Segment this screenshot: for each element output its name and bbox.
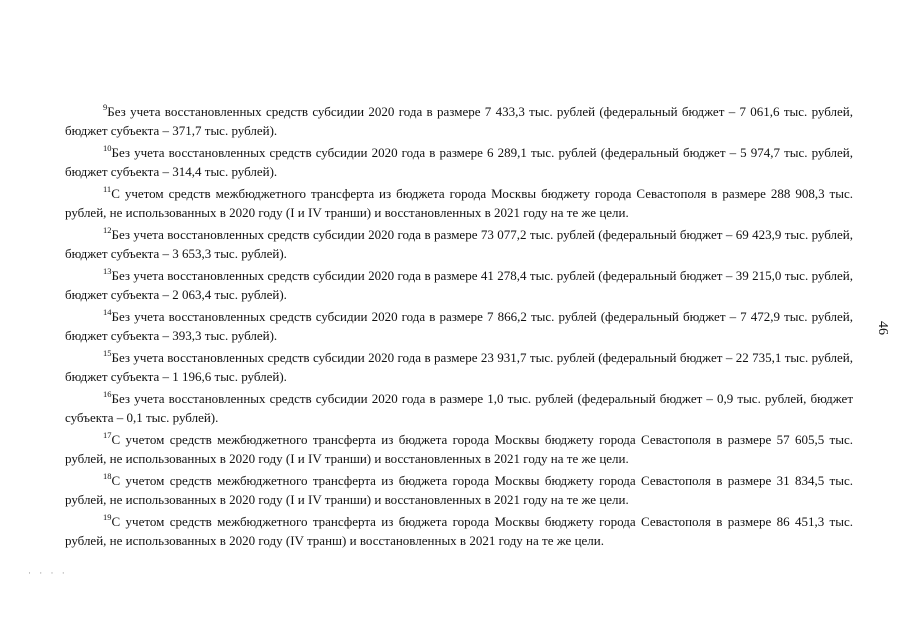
footnote-marker: 16 (103, 389, 112, 399)
footnote-9 (65, 103, 853, 140)
footnote-16 (65, 390, 853, 427)
footnote-15 (65, 349, 853, 386)
footnote-marker: 19 (103, 512, 112, 522)
footnote-13 (65, 267, 853, 304)
footnote-19 (65, 513, 853, 550)
footnote-text: Без учета восстановленных средств субсидии 2020 года в размере 23 931,7 тыс. рублей (федеральный бюджет – 22 735,1 тыс. рублей, бюджет субъекта – 1 196,6 тыс. рублей). (65, 350, 853, 384)
footnote-14 (65, 308, 853, 345)
footnote-text: С учетом средств межбюджетного трансферта из бюджета города Москвы бюджету города Севастополя в размере 31 834,5 тыс. рублей, не использованных в 2020 году (I и IV транши) и восстановленных в 2021 году на те же цели. (65, 473, 853, 507)
footnote-text: Без учета восстановленных средств субсидии 2020 года в размере 73 077,2 тыс. рублей (федеральный бюджет – 69 423,9 тыс. рублей, бюджет субъекта – 3 653,3 тыс. рублей). (65, 227, 853, 261)
footnote-11 (65, 185, 853, 222)
footnote-marker: 17 (103, 430, 112, 440)
footnote-10 (65, 144, 853, 181)
footnote-12 (65, 226, 853, 263)
footnote-marker: 18 (103, 471, 112, 481)
footnote-marker: 15 (103, 348, 112, 358)
scan-artifact-dots: · · · · (28, 568, 68, 578)
footnote-text: С учетом средств межбюджетного трансферта из бюджета города Москвы бюджету города Севастополя в размере 57 605,5 тыс. рублей, не использованных в 2020 году (I и IV транши) и восстановленных в 2021 году на те же цели. (65, 432, 853, 466)
footnote-text: Без учета восстановленных средств субсидии 2020 года в размере 41 278,4 тыс. рублей (федеральный бюджет – 39 215,0 тыс. рублей, бюджет субъекта – 2 063,4 тыс. рублей). (65, 268, 853, 302)
footnote-text: С учетом средств межбюджетного трансферта из бюджета города Москвы бюджету города Севастополя в размере 288 908,3 тыс. рублей, не использованных в 2020 году (I и IV транши) и восстановленных в 2021 году на те же цели. (65, 186, 853, 220)
footnote-marker: 13 (103, 266, 112, 276)
footnote-18 (65, 472, 853, 509)
footnote-marker: 11 (103, 184, 112, 194)
footnote-marker: 9 (103, 102, 108, 112)
footnote-text: Без учета восстановленных средств субсидии 2020 года в размере 7 866,2 тыс. рублей (федеральный бюджет – 7 472,9 тыс. рублей, бюджет субъекта – 393,3 тыс. рублей). (65, 309, 853, 343)
footnote-text: Без учета восстановленных средств субсидии 2020 года в размере 7 433,3 тыс. рублей (федеральный бюджет – 7 061,6 тыс. рублей, бюджет субъекта – 371,7 тыс. рублей). (65, 104, 853, 138)
footnote-text: Без учета восстановленных средств субсидии 2020 года в размере 1,0 тыс. рублей (федеральный бюджет – 0,9 тыс. рублей, бюджет субъекта – 0,1 тыс. рублей). (65, 391, 853, 425)
footnote-marker: 14 (103, 307, 112, 317)
footnote-17 (65, 431, 853, 468)
footnote-marker: 10 (103, 143, 112, 153)
page-number: 46 (875, 321, 890, 335)
footnotes-section (65, 103, 853, 554)
footnote-text: Без учета восстановленных средств субсидии 2020 года в размере 6 289,1 тыс. рублей (федеральный бюджет – 5 974,7 тыс. рублей, бюджет субъекта – 314,4 тыс. рублей). (65, 145, 853, 179)
footnote-marker: 12 (103, 225, 112, 235)
footnote-text: С учетом средств межбюджетного трансферта из бюджета города Москвы бюджету города Севастополя в размере 86 451,3 тыс. рублей, не использованных в 2020 году (IV транш) и восстановленных в 2021 году на те же цели. (65, 514, 853, 548)
